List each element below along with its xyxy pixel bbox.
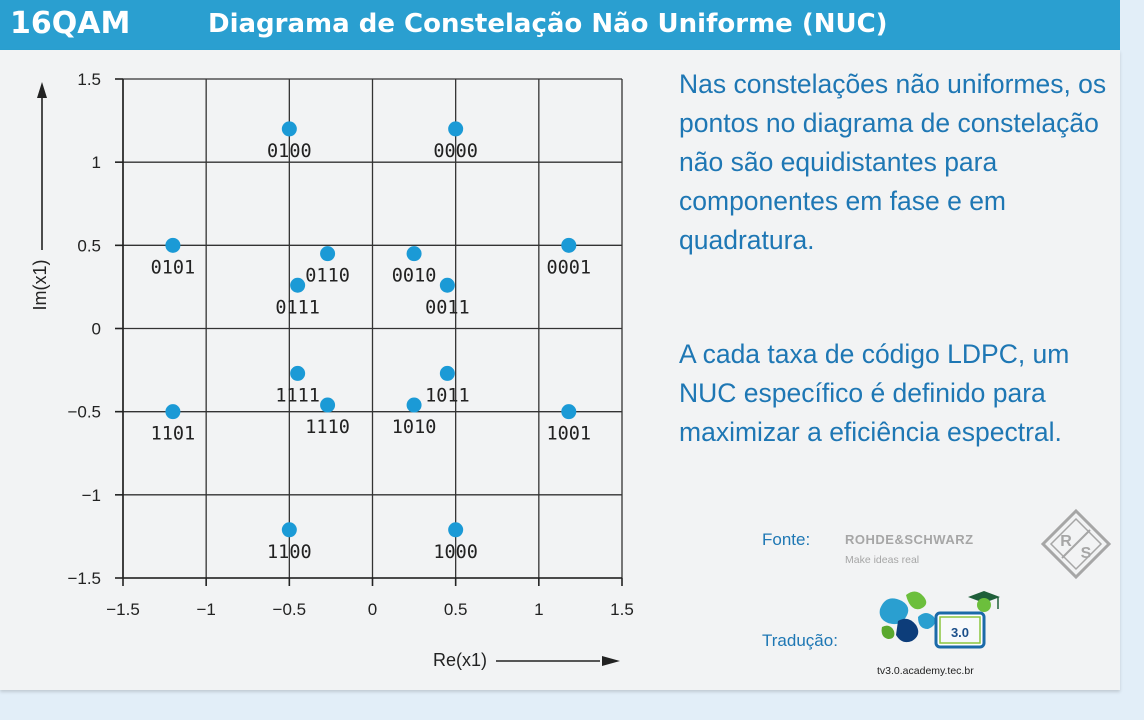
point-label: 1101 <box>150 423 196 445</box>
translation-label: Tradução: <box>762 631 838 650</box>
axis-labels <box>30 82 620 670</box>
tv30-academy-logo <box>876 587 1004 665</box>
constellation-point <box>290 278 305 293</box>
y-axis-title: Im(x1) <box>30 259 50 311</box>
constellation-chart <box>0 50 660 680</box>
constellation-point <box>448 121 463 136</box>
constellation-point <box>165 238 180 253</box>
constellation-point <box>407 398 422 413</box>
x-tick-label: −0.5 <box>272 600 307 619</box>
point-label: 1111 <box>275 385 320 407</box>
constellation-point <box>282 121 297 136</box>
y-tick-label: −1.5 <box>67 569 101 588</box>
academy-badge-text: 3.0 <box>950 625 970 640</box>
point-label: 1011 <box>425 385 470 407</box>
constellation-point <box>165 404 180 419</box>
description-paragraph-1: Nas constelações não uniformes, os pontos no diagrama de constelação não são equidistantes para componentes em fase e em quadratura. <box>679 69 1107 255</box>
rs-letter-r: R <box>1060 533 1072 550</box>
constellation-point <box>320 246 335 261</box>
point-label: 0001 <box>546 257 592 279</box>
constellation-point <box>407 246 422 261</box>
point-label: 1110 <box>305 417 350 439</box>
point-label: 0111 <box>275 297 320 319</box>
header-bar <box>0 0 1120 50</box>
y-tick-label: 1.5 <box>77 70 101 89</box>
x-tick-label: 0 <box>367 600 378 619</box>
x-tick-label: 0.5 <box>443 600 468 619</box>
point-label: 1001 <box>546 423 592 445</box>
x-tick-label: 1.5 <box>610 600 634 619</box>
point-label: 1100 <box>267 541 312 563</box>
academy-url: tv3.0.academy.tec.br <box>877 665 974 677</box>
rs-letter-s: S <box>1080 545 1092 562</box>
y-tick-label: 0.5 <box>77 236 101 256</box>
constellation-point <box>561 238 576 253</box>
y-tick-label: −1 <box>81 485 101 505</box>
constellation-point <box>561 404 576 419</box>
x-axis-title: Re(x1) <box>432 650 488 670</box>
y-axis-arrowhead <box>37 82 47 98</box>
y-tick-label: 0 <box>91 319 101 339</box>
grid <box>123 79 622 578</box>
constellation-point <box>440 366 455 381</box>
x-tick-label: 1 <box>534 600 544 619</box>
page-title: Diagrama de Constelação Não Uniforme (NUC) <box>208 9 888 39</box>
point-label: 1010 <box>391 417 437 439</box>
constellation-point <box>440 278 455 293</box>
point-label: 0010 <box>391 265 437 287</box>
constellation-point <box>448 522 463 537</box>
point-label: 0100 <box>267 140 312 162</box>
point-label: 0000 <box>433 140 478 162</box>
point-label: 0011 <box>425 297 470 319</box>
x-tick-label: −1 <box>196 600 216 619</box>
rohde-schwarz-logo <box>1040 508 1112 580</box>
point-label: 0101 <box>150 257 196 279</box>
constellation-point <box>320 398 335 413</box>
x-axis-arrowhead <box>602 656 620 666</box>
y-tick-label: 1 <box>91 153 101 173</box>
axis-ticks <box>67 70 633 619</box>
x-tick-label: −1.5 <box>106 600 140 619</box>
source-tagline: Make ideas real <box>845 554 920 566</box>
constellation-point <box>282 522 297 537</box>
constellation-points <box>151 121 591 562</box>
y-tick-label: −0.5 <box>67 402 101 422</box>
source-name: ROHDE&SCHWARZ <box>845 532 974 547</box>
source-label: Fonte: <box>762 530 811 549</box>
description-paragraph-2: A cada taxa de código LDPC, um NUC específico é definido para maximizar a eficiência espectral. <box>679 339 1070 447</box>
point-label: 1000 <box>433 541 478 563</box>
point-label: 0110 <box>305 265 350 287</box>
constellation-point <box>290 366 305 381</box>
modulation-badge: 16QAM <box>10 6 131 41</box>
